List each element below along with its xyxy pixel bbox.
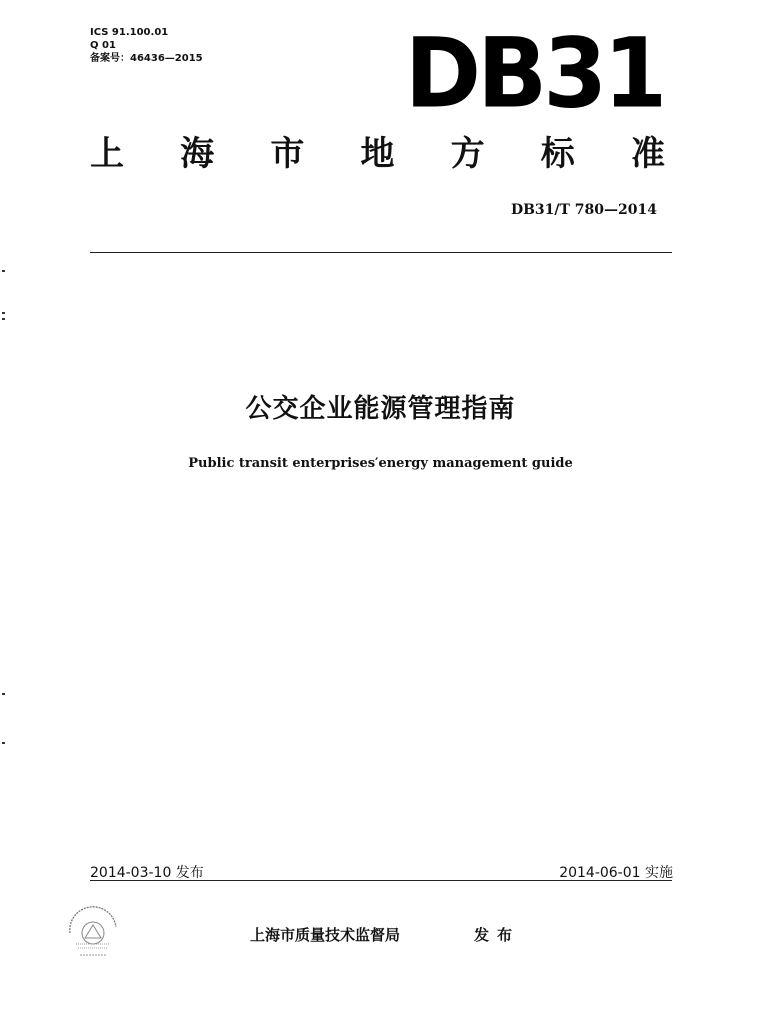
- bottom-divider: [90, 880, 672, 881]
- top-divider: [90, 252, 672, 253]
- scan-mark: [2, 270, 5, 272]
- standard-number: DB31/T 780—2014: [510, 202, 657, 218]
- db31-logo: DB31: [404, 17, 664, 130]
- standard-type-char: 方: [450, 134, 485, 174]
- ics-code: ICS 91.100.01: [90, 27, 169, 38]
- scan-mark: [2, 693, 5, 695]
- document-title-cn: 公交企业能源管理指南: [245, 394, 516, 424]
- standard-type-char: 地: [360, 134, 395, 174]
- publisher-name: 上海市质量技术监督局: [250, 926, 401, 944]
- header-meta: [90, 26, 203, 65]
- standard-type-char: 准: [630, 134, 665, 174]
- scan-mark: [2, 318, 5, 320]
- standard-type-char: 上: [90, 134, 124, 174]
- publish-label: 发布: [474, 926, 521, 944]
- category-code: Q 01: [90, 40, 116, 51]
- standard-type-char: 标: [540, 134, 575, 174]
- standard-type-heading: [90, 130, 665, 178]
- record-number: 备案号：46436—2015: [90, 53, 203, 64]
- implementation-date: 2014-06-01 实施: [559, 865, 673, 881]
- scan-mark: [2, 312, 5, 314]
- document-title-en: Public transit enterprises′energy management guide: [188, 456, 573, 471]
- standard-type-char: 海: [180, 134, 215, 174]
- standard-type-char: 市: [270, 134, 305, 174]
- issue-date: 2014-03-10 发布: [90, 865, 204, 881]
- scan-mark: [2, 742, 5, 744]
- official-seal-icon: [62, 905, 124, 963]
